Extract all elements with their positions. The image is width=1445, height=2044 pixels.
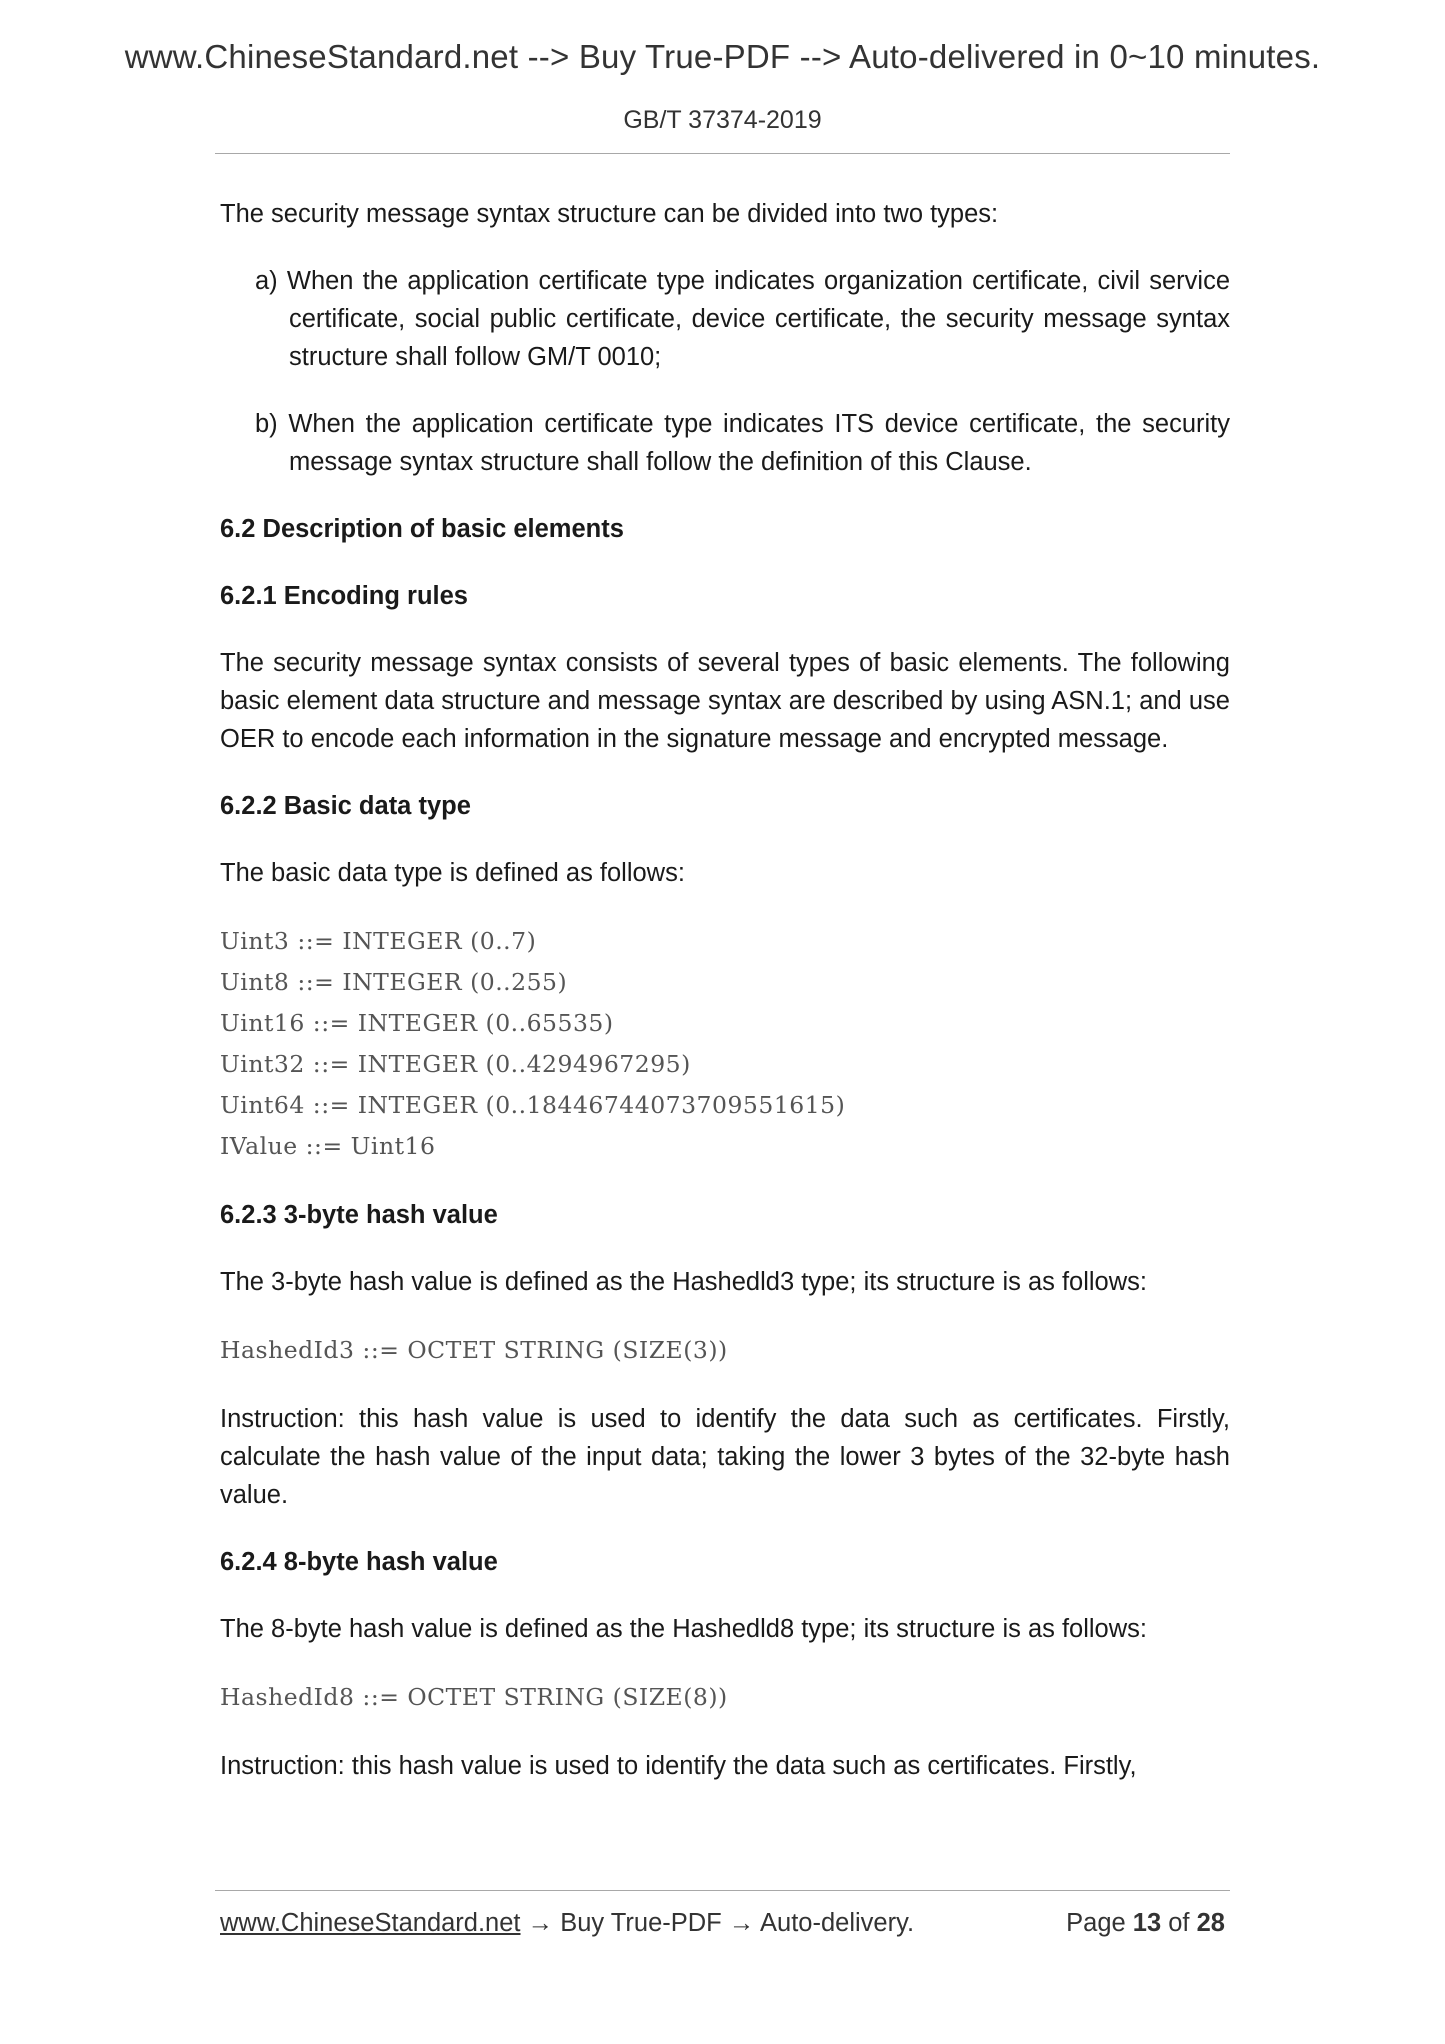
delivery-text: Auto-delivery.: [760, 1909, 915, 1937]
buy-text: Buy True-PDF: [560, 1909, 722, 1937]
header-divider: [215, 153, 1230, 154]
document-body: [220, 195, 1230, 1814]
hash3-code: HashedId3 ::= OCTET STRING (SIZE(3)): [220, 1336, 728, 1364]
basic-type-paragraph: The basic data type is defined as follows:: [220, 859, 685, 887]
list-item-b: b) When the application certificate type indicates ITS device certificate, the security message syntax structure shall follow the definition of this Clause.: [255, 410, 1230, 476]
heading-6-2-1: 6.2.1 Encoding rules: [220, 582, 468, 610]
page-number: 13: [1132, 1909, 1162, 1937]
basic-types-code: [220, 921, 1230, 1167]
hash8-code: HashedId8 ::= OCTET STRING (SIZE(8)): [220, 1683, 728, 1711]
top-banner: www.ChineseStandard.net --> Buy True-PDF --> Auto-delivered in 0~10 minutes.: [124, 38, 1321, 75]
heading-6-2: 6.2 Description of basic elements: [220, 515, 624, 543]
code-line: Uint8 ::= INTEGER (0..255): [220, 968, 568, 996]
intro-paragraph: The security message syntax structure can be divided into two types:: [220, 200, 999, 228]
site-link[interactable]: www.ChineseStandard.net: [220, 1909, 521, 1937]
hash3-instruction: Instruction: this hash value is used to identify the data such as certificates. Firstly, calculate the hash value of the input data; taking the lower 3 bytes of the 32-byte hash value.: [220, 1405, 1230, 1509]
page-total: 28: [1196, 1909, 1225, 1937]
hash8-instruction: Instruction: this hash value is used to identify the data such as certificates. Firstly,: [220, 1752, 1137, 1780]
heading-6-2-2: 6.2.2 Basic data type: [220, 792, 471, 820]
code-line: IValue ::= Uint16: [220, 1132, 436, 1160]
heading-6-2-4: 6.2.4 8-byte hash value: [220, 1548, 498, 1576]
heading-6-2-3: 6.2.3 3-byte hash value: [220, 1201, 498, 1229]
footer-divider: [215, 1890, 1230, 1891]
of-label: of: [1168, 1909, 1190, 1937]
code-line: Uint3 ::= INTEGER (0..7): [220, 927, 537, 955]
code-line: Uint16 ::= INTEGER (0..65535): [220, 1009, 614, 1037]
footer-left: [220, 1909, 914, 1938]
code-line: Uint64 ::= INTEGER (0..18446744073709551615): [220, 1091, 846, 1119]
standard-number: GB/T 37374-2019: [623, 106, 822, 134]
hash3-paragraph: The 3-byte hash value is defined as the Hashedld3 type; its structure is as follows:: [220, 1268, 1147, 1296]
list-item-a: a) When the application certificate type indicates organization certificate, civil service certificate, social public certificate, device certificate, the security message syntax structure shall follow GM/T 0010;: [255, 267, 1230, 371]
arrow-icon: →: [728, 1909, 755, 1937]
encoding-paragraph: The security message syntax consists of several types of basic elements. The following basic element data structure and message syntax are described by using ASN.1; and use OER to encode each information in the signature message and encrypted message.: [220, 649, 1230, 753]
hash8-paragraph: The 8-byte hash value is defined as the Hashedld8 type; its structure is as follows:: [220, 1615, 1147, 1643]
page-indicator: [1066, 1909, 1225, 1938]
page-label: Page: [1066, 1909, 1126, 1937]
code-line: Uint32 ::= INTEGER (0..4294967295): [220, 1050, 691, 1078]
arrow-icon: →: [527, 1909, 554, 1937]
